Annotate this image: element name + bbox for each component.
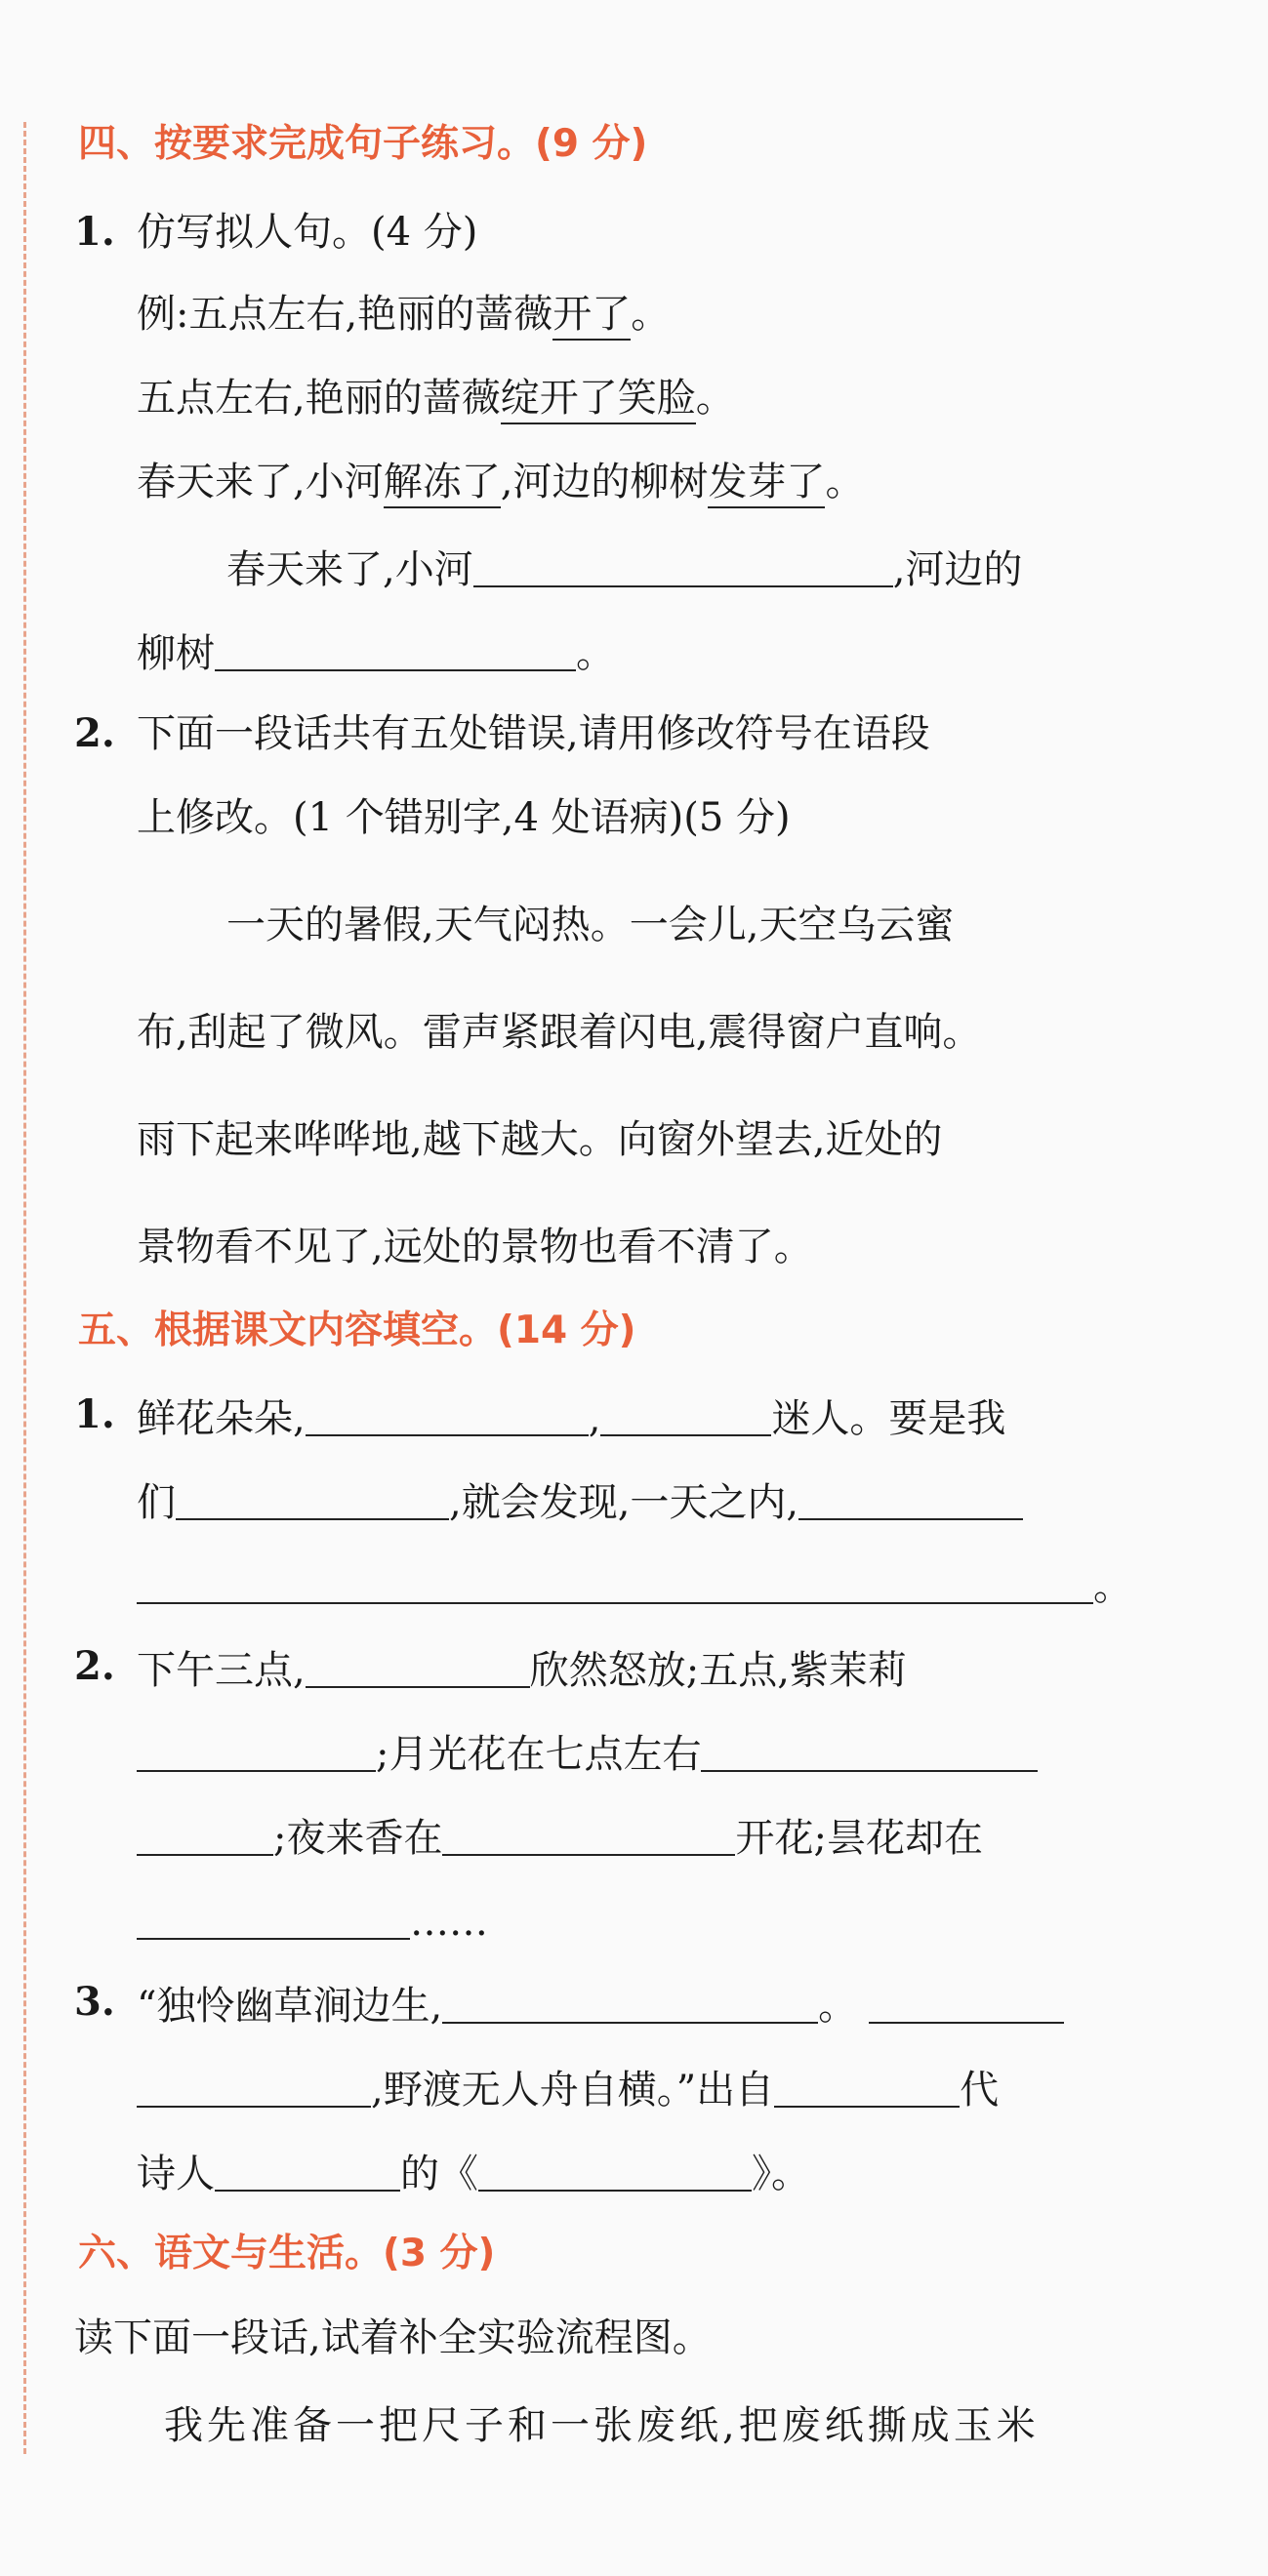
fill-text-b: ,河边的	[892, 547, 1023, 593]
answer-blank[interactable]	[176, 1479, 449, 1520]
answer-blank[interactable]	[701, 1731, 1038, 1772]
s5-q1-text-c: 迷人。要是我	[771, 1396, 1006, 1442]
s5-q3-text-d: 代	[960, 2068, 1000, 2113]
s5-q3-text-c: ,野渡无人舟自横。”出自	[371, 2068, 775, 2113]
section-5-heading: 五、根据课文内容填空。(14 分)	[78, 1308, 636, 1352]
model-end: 。	[695, 376, 735, 421]
fill-text-c: 柳树	[137, 631, 215, 677]
s4-q2-line2: 上修改。(1 个错别字,4 处语病)(5 分)	[137, 795, 791, 840]
s4-q1-fill-line-1	[226, 546, 1023, 593]
s5-q3-number: 3.	[74, 1979, 115, 2025]
s6-paragraph-line1: 我先准备一把尺子和一张废纸,把废纸撕成玉米	[164, 2403, 1040, 2448]
s5-q2-text-b: 欣然怒放;五点,紫茉莉	[529, 1648, 907, 1694]
given-text-a: 春天来了,小河	[137, 460, 384, 504]
fill-end: 。	[576, 631, 615, 677]
answer-blank[interactable]	[137, 1563, 1093, 1604]
s5-q2-line4	[137, 1899, 488, 1946]
s5-q1-text-b: ,	[588, 1396, 601, 1442]
answer-blank[interactable]	[137, 1815, 273, 1856]
s5-q2-text-f: ……	[410, 1900, 488, 1946]
s5-q2-line3	[137, 1815, 983, 1862]
s5-q3-text-g: 》。	[752, 2152, 810, 2197]
answer-blank[interactable]	[137, 2067, 371, 2108]
s5-q1-text-d: 们	[137, 1480, 176, 1526]
s4-q2-line1: 下面一段话共有五处错误,请用修改符号在语段	[137, 711, 930, 756]
given-end: 。	[825, 460, 865, 504]
s4-q2-paragraph-line1: 一天的暑假,天气闷热。一会儿,天空乌云蜜	[226, 903, 955, 947]
answer-blank[interactable]	[473, 546, 893, 587]
s4-q2-number: 2.	[74, 710, 115, 756]
s5-q1-line1	[137, 1395, 1006, 1442]
s5-q3-text-f: 的《	[400, 2152, 478, 2197]
s5-q2-line1	[137, 1647, 907, 1694]
s5-q3-line3	[137, 2151, 810, 2197]
s5-q2-number: 2.	[74, 1643, 115, 1689]
section-6-heading: 六、语文与生活。(3 分)	[78, 2232, 496, 2275]
s5-q3-text-a: “独怜幽草涧边生,	[137, 1984, 443, 2030]
answer-blank[interactable]	[306, 1395, 589, 1436]
s4-q1-prompt: 仿写拟人句。(4 分)	[137, 210, 478, 255]
answer-blank[interactable]	[215, 2151, 400, 2192]
answer-blank[interactable]	[306, 1647, 530, 1688]
s5-q1-line3	[137, 1563, 1132, 1610]
s4-q1-example	[137, 292, 671, 337]
s6-instruction: 读下面一段话,试着补全实验流程图。	[74, 2315, 712, 2360]
answer-blank[interactable]	[442, 1815, 735, 1856]
s5-q3-text-e: 诗人	[137, 2152, 215, 2197]
s5-q2-text-a: 下午三点,	[137, 1648, 306, 1694]
section-4-heading: 四、按要求完成句子练习。(9 分)	[78, 122, 648, 166]
answer-blank[interactable]	[478, 2151, 752, 2192]
s5-q1-text-e: ,就会发现,一天之内,	[449, 1480, 799, 1526]
given-underlined-2: 发芽了	[708, 460, 825, 508]
fill-text-a: 春天来了,小河	[226, 547, 473, 593]
s5-q1-text-f: 。	[1093, 1564, 1132, 1610]
answer-blank[interactable]	[600, 1395, 771, 1436]
answer-blank[interactable]	[215, 630, 576, 671]
model-underlined: 绽开了笑脸	[501, 376, 696, 424]
s4-q1-given-sentence	[137, 460, 865, 504]
s5-q2-text-d: ;夜来香在	[273, 1816, 443, 1862]
example-underlined: 开了	[552, 292, 631, 341]
model-text: 五点左右,艳丽的蔷薇	[137, 376, 501, 421]
s4-q2-paragraph-line4: 景物看不见了,远处的景物也看不清了。	[137, 1225, 813, 1269]
answer-blank[interactable]	[137, 1731, 376, 1772]
s5-q3-line1	[137, 1983, 1064, 2030]
given-underlined-1: 解冻了	[384, 460, 501, 508]
s5-q1-line2	[137, 1479, 1023, 1526]
answer-blank[interactable]	[869, 1983, 1064, 2024]
s5-q3-line2	[137, 2067, 1000, 2113]
s4-q2-paragraph-line2: 布,刮起了微风。雷声紧跟着闪电,震得窗户直响。	[137, 1010, 982, 1055]
s4-q2-paragraph-line3: 雨下起来哗哗地,越下越大。向窗外望去,近处的	[137, 1117, 943, 1162]
example-end: 。	[631, 292, 671, 337]
s5-q2-line2	[137, 1731, 1038, 1778]
s5-q2-text-e: 开花;昙花却在	[735, 1816, 983, 1862]
example-text: 例:五点左右,艳丽的蔷薇	[137, 292, 553, 337]
answer-blank[interactable]	[137, 1899, 410, 1940]
margin-dashed-line	[23, 122, 26, 2454]
answer-blank[interactable]	[774, 2067, 960, 2108]
s5-q3-text-b: 。	[818, 1984, 858, 2030]
answer-blank[interactable]	[798, 1479, 1023, 1520]
s4-q1-fill-line-2	[137, 630, 615, 677]
answer-blank[interactable]	[442, 1983, 818, 2024]
s4-q1-model-sentence	[137, 376, 735, 421]
s5-q1-number: 1.	[74, 1391, 115, 1437]
given-text-b: ,河边的柳树	[500, 460, 709, 504]
s4-q1-number: 1.	[74, 209, 115, 255]
s5-q2-text-c: ;月光花在七点左右	[376, 1732, 702, 1778]
s5-q1-text-a: 鲜花朵朵,	[137, 1396, 306, 1442]
